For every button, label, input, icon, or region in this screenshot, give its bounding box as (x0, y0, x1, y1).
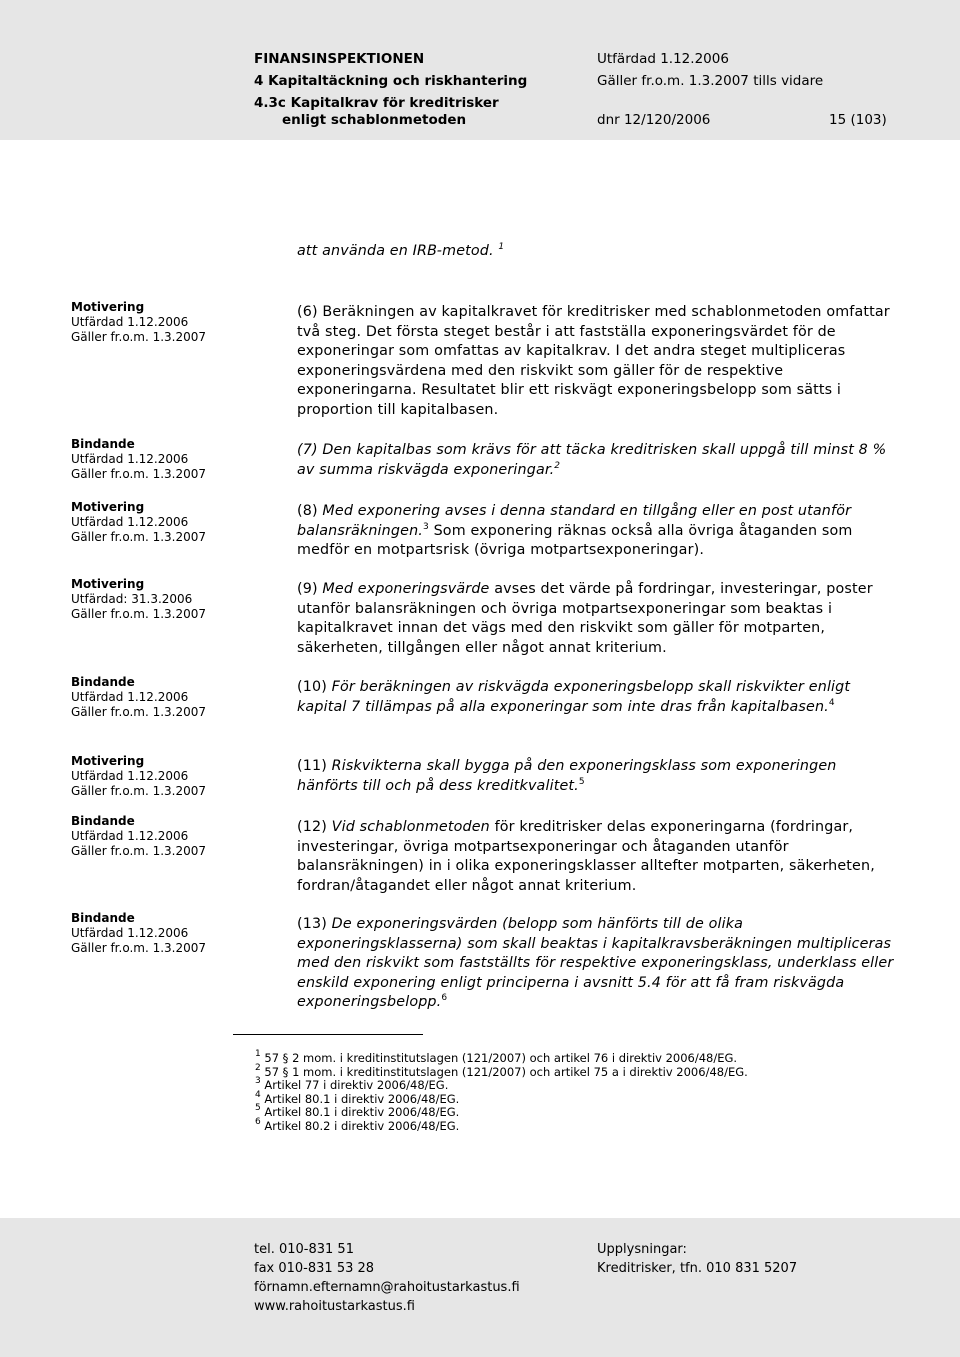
footer-fax: fax 010-831 53 28 (254, 1261, 375, 1276)
footer-website: www.rahoitustarkastus.fi (254, 1299, 415, 1314)
paragraph-text: Som exponering räknas också alla övriga åtaganden som medför en motpartsrisk (övriga motpartsexponeringar). (297, 522, 853, 559)
paragraph-text: (7) Den kapitalbas som krävs för att täcka kreditrisken skall uppgå till minst 8 % av summa riskvägda exponeringar. (297, 442, 887, 478)
valid-from: Gäller fr.o.m. 1.3.2007 tills vidare (597, 73, 824, 89)
sidebar-block-13 (71, 911, 206, 956)
block-kind: Bindande (71, 675, 135, 689)
section-title: 4.3c Kapitalkrav för kreditrisker (254, 95, 499, 111)
paragraph-number: (8) (297, 503, 323, 519)
definition-text: Vid schablonmetoden (331, 819, 490, 835)
block-issued: Utfärdad: 31.3.2006 (71, 592, 193, 606)
block-issued: Utfärdad 1.12.2006 (71, 829, 189, 843)
block-valid: Gäller fr.o.m. 1.3.2007 (71, 705, 207, 719)
block-issued: Utfärdad 1.12.2006 (71, 769, 189, 783)
section-subtitle: enligt schablonmetoden (282, 112, 467, 128)
footnote-ref: 6 (441, 993, 448, 1004)
sidebar-block-11 (71, 754, 206, 799)
footnote (255, 1076, 748, 1093)
paragraph-text: avses det värde på fordringar, investeringar, poster utanför balansräkningen och övriga motpartsexponeringar som beaktas i kapitalkravet innan det vägs med den riskvikt som gäller för motparten, säkerheten, tillgången eller något annat kriterium. (297, 581, 873, 656)
footnote-ref: 1 (498, 242, 505, 252)
sidebar-block-9 (71, 577, 206, 622)
definition-text: Med exponeringsvärde (322, 581, 490, 597)
org-name: FINANSINSPEKTIONEN (254, 51, 425, 67)
footer-info-value: Kreditrisker, tfn. 010 831 5207 (597, 1261, 798, 1276)
block-valid: Gäller fr.o.m. 1.3.2007 (71, 530, 207, 544)
block-kind: Motivering (71, 300, 145, 314)
page-footer (0, 1218, 960, 1357)
paragraph-number: (13) (297, 916, 332, 932)
paragraph-text: De exponeringsvärden (belopp som hänförts till de olika exponeringsklasserna) som skall beaktas i kapitalkravsberäkningen multipliceras med den riskvikt som fastställts för respektive exponeringsklass, underklass eller enskild exponering enligt principerna i avsnitt 5.4 för att få fram riskvägda exponeringsbelopp. (297, 916, 894, 1011)
footnote-text: Artikel 80.1 i direktiv 2006/48/EG. (264, 1091, 460, 1106)
paragraph-12 (297, 818, 897, 896)
footnote-number: 2 (255, 1062, 261, 1073)
sidebar-block-10 (71, 675, 206, 720)
sidebar-block-8 (71, 500, 206, 545)
paragraph-7 (297, 441, 897, 480)
document-number: dnr 12/120/2006 (597, 112, 711, 128)
intro-text: att använda en IRB-metod. (297, 243, 494, 259)
paragraph-13 (297, 915, 897, 1013)
sidebar-block-12 (71, 814, 206, 859)
block-kind: Motivering (71, 577, 145, 591)
block-valid: Gäller fr.o.m. 1.3.2007 (71, 330, 207, 344)
footnote-number: 6 (255, 1116, 261, 1127)
chapter-title: 4 Kapitaltäckning och riskhantering (254, 73, 528, 89)
paragraph-10 (297, 678, 897, 717)
block-valid: Gäller fr.o.m. 1.3.2007 (71, 784, 207, 798)
footnotes (255, 1049, 748, 1134)
sidebar-block-7 (71, 437, 206, 482)
intro-line (297, 242, 897, 262)
footnote-text: 57 § 1 mom. i kreditinstitutslagen (121/2007) och artikel 75 a i direktiv 2006/48/EG. (264, 1064, 748, 1079)
page-number: 15 (103) (829, 112, 887, 128)
block-valid: Gäller fr.o.m. 1.3.2007 (71, 844, 207, 858)
footer-phone: tel. 010-831 51 (254, 1242, 354, 1257)
footnote-ref: 4 (828, 697, 835, 708)
footnote-text: 57 § 2 mom. i kreditinstitutslagen (121/2007) och artikel 76 i direktiv 2006/48/EG. (264, 1051, 738, 1065)
footnote (255, 1089, 748, 1107)
footnote-number: 1 (255, 1049, 261, 1059)
block-issued: Utfärdad 1.12.2006 (71, 690, 189, 704)
paragraph-number: (11) (297, 758, 332, 774)
block-issued: Utfärdad 1.12.2006 (71, 926, 189, 940)
block-kind: Motivering (71, 754, 145, 768)
footer-info-label: Upplysningar: (597, 1242, 687, 1257)
issued-date: Utfärdad 1.12.2006 (597, 51, 729, 67)
block-issued: Utfärdad 1.12.2006 (71, 515, 189, 529)
footnote-text: Artikel 80.1 i direktiv 2006/48/EG. (264, 1105, 460, 1120)
block-kind: Bindande (71, 911, 135, 925)
paragraph-text: Riskvikterna skall bygga på den exponeringsklass som exponeringen hänförts till och på dess kreditkvalitet. (297, 758, 837, 794)
paragraph-8 (297, 502, 897, 561)
footnote-text: Artikel 80.2 i direktiv 2006/48/EG. (264, 1118, 460, 1133)
footnote (255, 1103, 748, 1120)
block-issued: Utfärdad 1.12.2006 (71, 315, 189, 329)
footnote-number: 4 (255, 1089, 261, 1100)
footnote-ref: 5 (578, 776, 585, 787)
block-kind: Motivering (71, 500, 145, 514)
paragraph-9 (297, 580, 897, 658)
footnote-ref: 3 (422, 521, 429, 532)
footnote (255, 1062, 748, 1080)
block-kind: Bindande (71, 437, 135, 451)
footnote (255, 1116, 748, 1134)
footnote-number: 3 (255, 1076, 261, 1087)
paragraph-11 (297, 757, 897, 796)
block-valid: Gäller fr.o.m. 1.3.2007 (71, 467, 207, 481)
footnote-ref: 2 (554, 460, 561, 471)
paragraph-6: (6) Beräkningen av kapitalkravet för kreditrisker med schablonmetoden omfattar två steg. Det första steget består i att fastställa exponeringsvärdet för de exponeringar som omfattas av kapitalkrav. I det andra steget multipliceras exponeringsvärdena med den riskvikt som gäller för de respektive exponeringarna. Resultatet blir ett riskvägt exponeringsbelopp som sätts i proportion till kapitalbasen. (297, 304, 890, 418)
footnote (255, 1049, 748, 1066)
block-kind: Bindande (71, 814, 135, 828)
sidebar-block-6 (71, 300, 206, 345)
block-valid: Gäller fr.o.m. 1.3.2007 (71, 607, 207, 621)
footnote-divider (233, 1034, 423, 1035)
block-valid: Gäller fr.o.m. 1.3.2007 (71, 941, 207, 955)
footer-email: förnamn.efternamn@rahoitustarkastus.fi (254, 1280, 520, 1295)
definition-text: Med exponering avses i denna standard en tillgång eller en post utanför balansräkningen. (297, 503, 852, 539)
paragraph-number: (12) (297, 819, 332, 835)
paragraph-number: (10) (297, 679, 332, 695)
page-header (0, 0, 960, 140)
paragraph-text: För beräkningen av riskvägda exponeringsbelopp skall riskvikter enligt kapital 7 tillämpas på alla exponeringar som inte dras från kapitalbasen. (297, 679, 851, 715)
footnote-number: 5 (255, 1103, 261, 1114)
footnote-text: Artikel 77 i direktiv 2006/48/EG. (264, 1078, 449, 1093)
block-issued: Utfärdad 1.12.2006 (71, 452, 189, 466)
paragraph-number: (9) (297, 581, 323, 597)
paragraph-text: för kreditrisker delas exponeringarna (fordringar, investeringar, övriga motpartsexponeringar och åtaganden utanför balansräkningen) in i olika exponeringsklasser alltefter motparten, säkerheten, fordran/åtagandet eller något annat kriterium. (297, 819, 875, 894)
